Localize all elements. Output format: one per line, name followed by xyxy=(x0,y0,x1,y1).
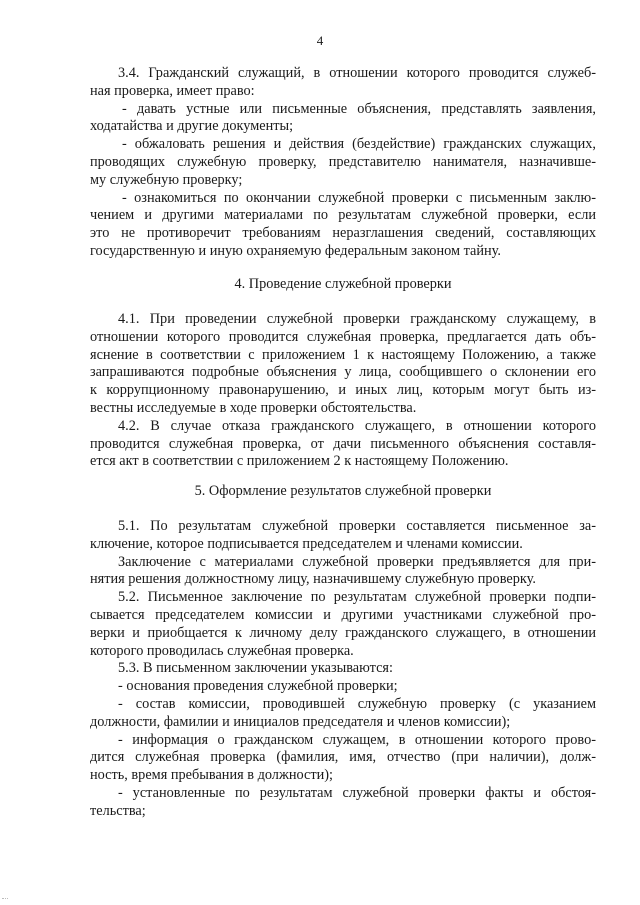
paragraph-line: 5.1. По результатам служебной проверки составляется письменное за- xyxy=(118,518,596,534)
paragraph-line: Заключение с материалами служебной проверки предъявляется для при- xyxy=(118,553,596,570)
scan-artifact xyxy=(2,898,8,901)
paragraph-line: - установленные по результатам служебной проверки факты и обстоя- xyxy=(118,784,596,801)
paragraph-line: ключение, которое подписывается председателем и членами комиссии. xyxy=(90,535,523,552)
paragraph-line: - давать устные или письменные объяснения, представлять заявления, xyxy=(122,100,596,117)
section-3-block xyxy=(90,65,596,261)
paragraph-line: 4.1. При проведении служебной проверки гражданскому служащему, в xyxy=(118,311,596,327)
section-5-block xyxy=(90,518,596,821)
paragraph-line: сывается председателем комиссии и другими участниками служебной про- xyxy=(90,606,596,623)
paragraph-line: - информация о гражданском служащем, в отношении которого прово- xyxy=(118,731,596,748)
paragraph-line: му служебную проверку; xyxy=(90,171,243,188)
paragraph-line: тельства; xyxy=(90,802,146,819)
section-4-block xyxy=(90,311,596,471)
paragraph-line: 5.2. Письменное заключение по результатам служебной проверки подпи- xyxy=(118,589,596,606)
paragraph-line: проводящих служебную проверку, представителю нанимателя, назначившe- xyxy=(90,153,596,170)
page-number: 4 xyxy=(316,33,324,48)
paragraph-line: запрашиваются подробные объяснения у лица, сообщившего о склонении его xyxy=(90,364,596,381)
paragraph-line: - состав комиссии, проводившей служебную проверку (с указанием xyxy=(118,695,596,712)
paragraph-line: - ознакомиться по окончании служебной проверки с письменным заклю- xyxy=(122,189,596,206)
paragraph-line: это не противоречит требованиям неразглашения сведений, составляющих xyxy=(90,225,596,242)
paragraph-line: ется акт в соответствии с приложением 2 к настоящему Положению. xyxy=(90,453,509,470)
section-4-heading: 4. Проведение служебной проверки xyxy=(234,276,452,292)
paragraph-line: - обжаловать решения и действия (бездействие) гражданских служащих, xyxy=(122,136,596,153)
paragraph-line: должности, фамилии и инициалов председателя и членов комиссии); xyxy=(90,713,511,730)
section-5-heading: 5. Оформление результатов служебной проверки xyxy=(194,483,492,499)
paragraph-line: дится служебная проверка (фамилия, имя, отчество (при наличии), долж- xyxy=(90,749,596,766)
paragraph-line: 4.2. В случае отказа гражданского служащего, в отношении которого xyxy=(118,417,596,434)
paragraph-line: отношении которого проводится служебная проверка, предлагается дать объ- xyxy=(90,328,596,345)
paragraph-line: 3.4. Гражданский служащий, в отношении которого проводится служеб- xyxy=(118,65,596,81)
paragraph-line: вестны исследуемые в ходе проверки обстоятельства. xyxy=(90,399,417,416)
paragraph-line: 5.3. В письменном заключении указываются: xyxy=(118,660,393,677)
paragraph-line: ходатайства и другие документы; xyxy=(90,118,294,135)
paragraph-line: верки и приобщается к личному делу гражданского служащего, в отношении xyxy=(90,624,596,641)
paragraph-line: к коррупционному правонарушению, и иных лиц, которым могут быть из- xyxy=(90,382,596,399)
paragraph-line: ная проверка, имеет право: xyxy=(90,82,255,99)
paragraph-line: чением и другими материалами по результатам служебной проверки, если xyxy=(90,207,596,224)
paragraph-line: яснение в соответствии с приложением 1 к настоящему Положению, а также xyxy=(90,346,596,363)
paragraph-line: - основания проведения служебной проверки; xyxy=(118,678,398,695)
paragraph-line: которого проводилась служебная проверка. xyxy=(90,642,354,659)
paragraph-line: нятия решения должностному лицу, назначившему служебную проверку. xyxy=(90,571,536,588)
paragraph-line: государственную и иную охраняемую федеральным законом тайну. xyxy=(90,242,501,259)
paragraph-line: ность, время пребывания в должности); xyxy=(90,767,333,784)
paragraph-line: проводится служебная проверка, от дачи письменного объяснения составля- xyxy=(90,435,596,452)
